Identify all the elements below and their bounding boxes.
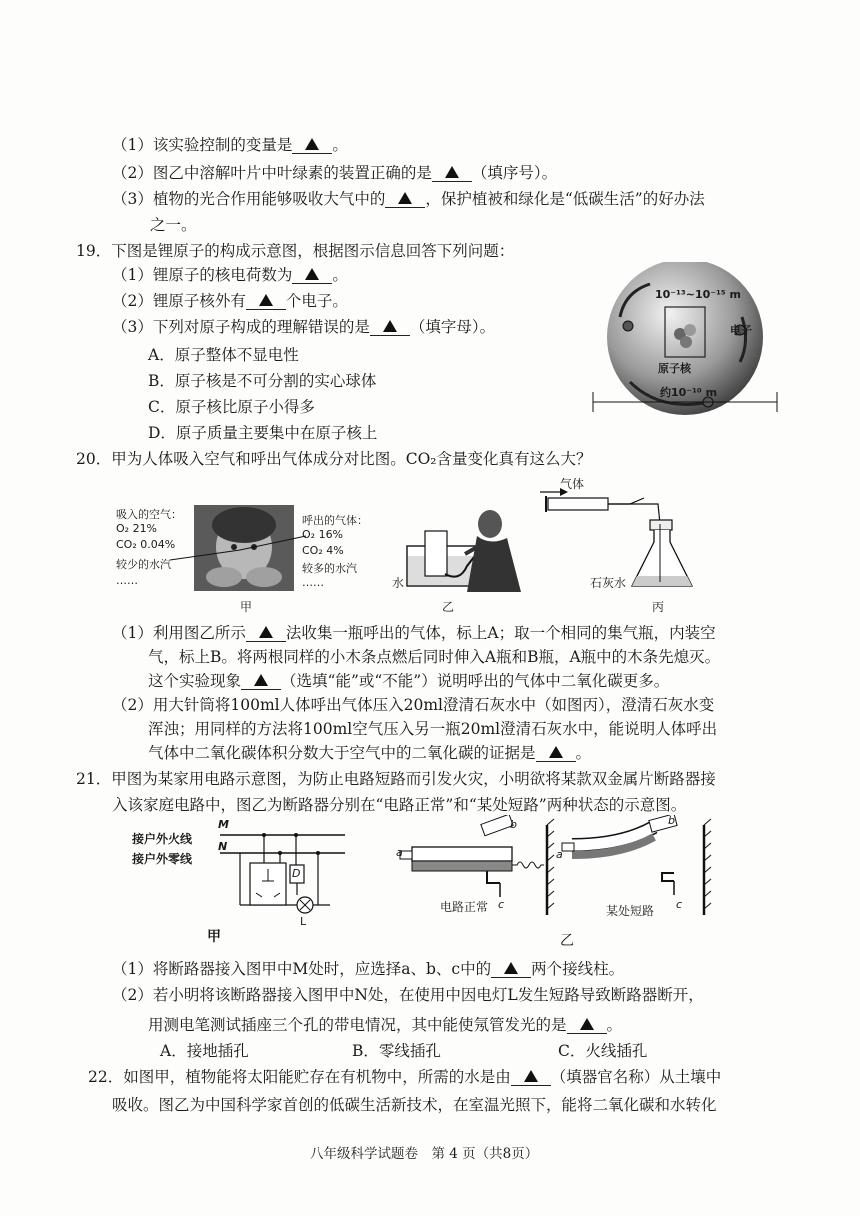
short-state-label: 某处短路 <box>606 904 655 918</box>
fig-caption-jia: 甲 <box>240 600 253 614</box>
answer-blank[interactable] <box>567 1017 607 1034</box>
water-label: 水 <box>392 576 405 590</box>
inhaled-more: …… <box>116 574 138 587</box>
triangle-icon <box>383 320 397 332</box>
q20-p2c: 气体中二氧化碳体积分数大于空气中的二氧化碳的证据是 。 <box>148 744 592 762</box>
q18-line4: 之一。 <box>150 216 197 234</box>
q20-p2b: 浑浊；用同样的方法将100ml空气压入另一瓶20ml澄清石灰水中，能说明人体呼出 <box>148 720 718 738</box>
q21-s1: （1）将断路器接入图甲中M处时，应选择a、b、c中的 两个接线柱。 <box>112 960 625 978</box>
q20-stem: 20．甲为人体吸入空气和呼出气体成分对比图。CO₂含量变化真有这么大？ <box>76 450 592 468</box>
water-displacement-figure <box>395 496 525 594</box>
q19-option-c: C．原子核比原子小得多 <box>148 398 315 416</box>
neutral-wire-label: 接户外零线 <box>132 852 193 866</box>
q18-line3: （3）植物的光合作用能够吸收大气中的 ，保护植被和绿化是“低碳生活”的好办法 <box>112 190 705 208</box>
q22-line2: 吸收。图乙为中国科学家首创的低碳生活新技术，在室温光照下，能将二氧化碳和水转化 <box>112 1096 717 1114</box>
triangle-icon <box>259 626 273 638</box>
q19-option-d: D．原子质量主要集中在原子核上 <box>148 424 378 442</box>
live-wire-label: 接户外火线 <box>132 832 193 846</box>
q18-line1: （1）该实验控制的变量是 。 <box>112 136 348 154</box>
triangle-icon <box>305 138 319 150</box>
exhaled-more: …… <box>302 576 324 589</box>
q20-p1a: （1）利用图乙所示 法收集一瓶呼出的气体，标上A；取一个相同的集气瓶，内装空 <box>112 624 716 642</box>
q21-s2a: （2）若小明将该断路器接入图甲中N处，在使用中因电灯L发生短路导致断路器断开， <box>112 986 704 1004</box>
exhaled-o2: O₂ 16% <box>302 528 344 541</box>
fig-caption-yi: 乙 <box>442 600 455 614</box>
triangle-icon <box>549 746 563 758</box>
fig-caption-jia-21: 甲 <box>207 929 221 945</box>
label-b-short: b <box>668 814 675 827</box>
q21-option-b: B．零线插孔 <box>352 1042 441 1060</box>
answer-blank[interactable] <box>246 625 286 642</box>
atom-size-bottom-label: 约10⁻¹⁰ m <box>660 386 718 399</box>
label-d: D <box>292 867 301 880</box>
answer-blank[interactable] <box>511 1069 551 1086</box>
q19-option-a: A．原子整体不显电性 <box>148 346 299 364</box>
fig-caption-yi-21: 乙 <box>560 933 574 949</box>
q19-stem: 19．下图是锂原子的构成示意图，根据图示信息回答下列问题： <box>76 242 515 260</box>
answer-blank[interactable] <box>241 673 281 690</box>
triangle-icon <box>398 192 412 204</box>
page-footer: 八年级科学试题卷 第 4 页（共8页） <box>310 1146 539 1162</box>
answer-blank[interactable] <box>246 293 286 310</box>
answer-blank[interactable] <box>370 319 410 336</box>
answer-blank[interactable] <box>432 165 472 182</box>
limewater-label: 石灰水 <box>590 576 627 590</box>
exhaled-title: 呼出的气体： <box>302 514 368 527</box>
normal-state-label: 电路正常 <box>440 900 489 914</box>
pointer-lines <box>170 530 310 570</box>
triangle-icon <box>254 674 268 686</box>
triangle-icon <box>445 166 459 178</box>
q21-option-a: A．接地插孔 <box>160 1042 249 1060</box>
q19-s3: （3）下列对原子构成的理解错误的是 （填字母）。 <box>112 318 496 336</box>
triangle-icon <box>504 962 518 974</box>
exhaled-h2o: 较多的水汽 <box>302 562 357 575</box>
triangle-icon <box>259 294 273 306</box>
inhaled-co2: CO₂ 0.04% <box>116 538 176 551</box>
answer-blank[interactable] <box>536 745 576 762</box>
q22-line1: 22．如图甲，植物能将太阳能贮存在有机物中，所需的水是由 （填器官名称）从土壤中 <box>88 1068 722 1086</box>
q20-p2a: （2）用大针筒将100ml人体呼出气体压入20ml澄清石灰水中（如图丙），澄清石灰水变 <box>112 696 715 714</box>
q20-p1c: 这个实验现象 （选填“能”或“不能”）说明呼出的气体中二氧化碳更多。 <box>148 672 670 690</box>
fig-caption-bing: 丙 <box>652 600 665 614</box>
q19-s1: （1）锂原子的核电荷数为 。 <box>112 266 348 284</box>
triangle-icon <box>305 268 319 280</box>
label-c-short: c <box>676 898 683 911</box>
exhaled-co2: CO₂ 4% <box>302 544 344 557</box>
electron-label: 电子 <box>730 324 752 337</box>
label-a-short: a <box>556 848 563 861</box>
atom-size-top-label: 10⁻¹³~10⁻¹⁵ m <box>655 288 742 301</box>
q21-option-c: C．火线插孔 <box>558 1042 648 1060</box>
triangle-icon <box>580 1018 594 1030</box>
label-a-normal: a <box>396 846 403 859</box>
label-n: N <box>218 840 228 853</box>
q21-stem1: 21．甲图为某家用电路示意图，为防止电路短路而引发火灾，小明欲将某款双金属片断路器接 <box>76 770 716 788</box>
label-m: M <box>218 818 229 831</box>
answer-blank[interactable] <box>292 267 332 284</box>
triangle-icon <box>524 1070 538 1082</box>
label-l: L <box>300 915 307 928</box>
inhaled-title: 吸入的空气： <box>116 508 182 521</box>
label-b-normal: b <box>510 818 517 831</box>
answer-blank[interactable] <box>491 961 531 978</box>
answer-blank[interactable] <box>385 191 425 208</box>
q21-stem2: 入该家庭电路中，图乙为断路器分别在“电路正常”和“某处短路”两种状态的示意图。 <box>112 796 687 814</box>
nucleus-label: 原子核 <box>658 362 691 375</box>
q21-s2b: 用测电笔测试插座三个孔的带电情况，其中能使氖管发光的是 。 <box>148 1016 623 1034</box>
label-c-normal: c <box>498 898 505 911</box>
q19-s2: （2）锂原子核外有 个电子。 <box>112 292 348 310</box>
inhaled-o2: O₂ 21% <box>116 522 158 535</box>
answer-blank[interactable] <box>292 137 332 154</box>
q19-option-b: B．原子核是不可分割的实心球体 <box>148 372 377 390</box>
inhaled-h2o: 较少的水汽 <box>116 558 171 571</box>
q18-line2: （2）图乙中溶解叶片中叶绿素的装置正确的是 （填序号）。 <box>112 164 558 182</box>
q20-p1b: 气，标上B。将两根同样的小木条点燃后同时伸入A瓶和B瓶，A瓶中的木条先熄灭。 <box>148 648 721 666</box>
gas-label: 气体 <box>560 477 585 491</box>
